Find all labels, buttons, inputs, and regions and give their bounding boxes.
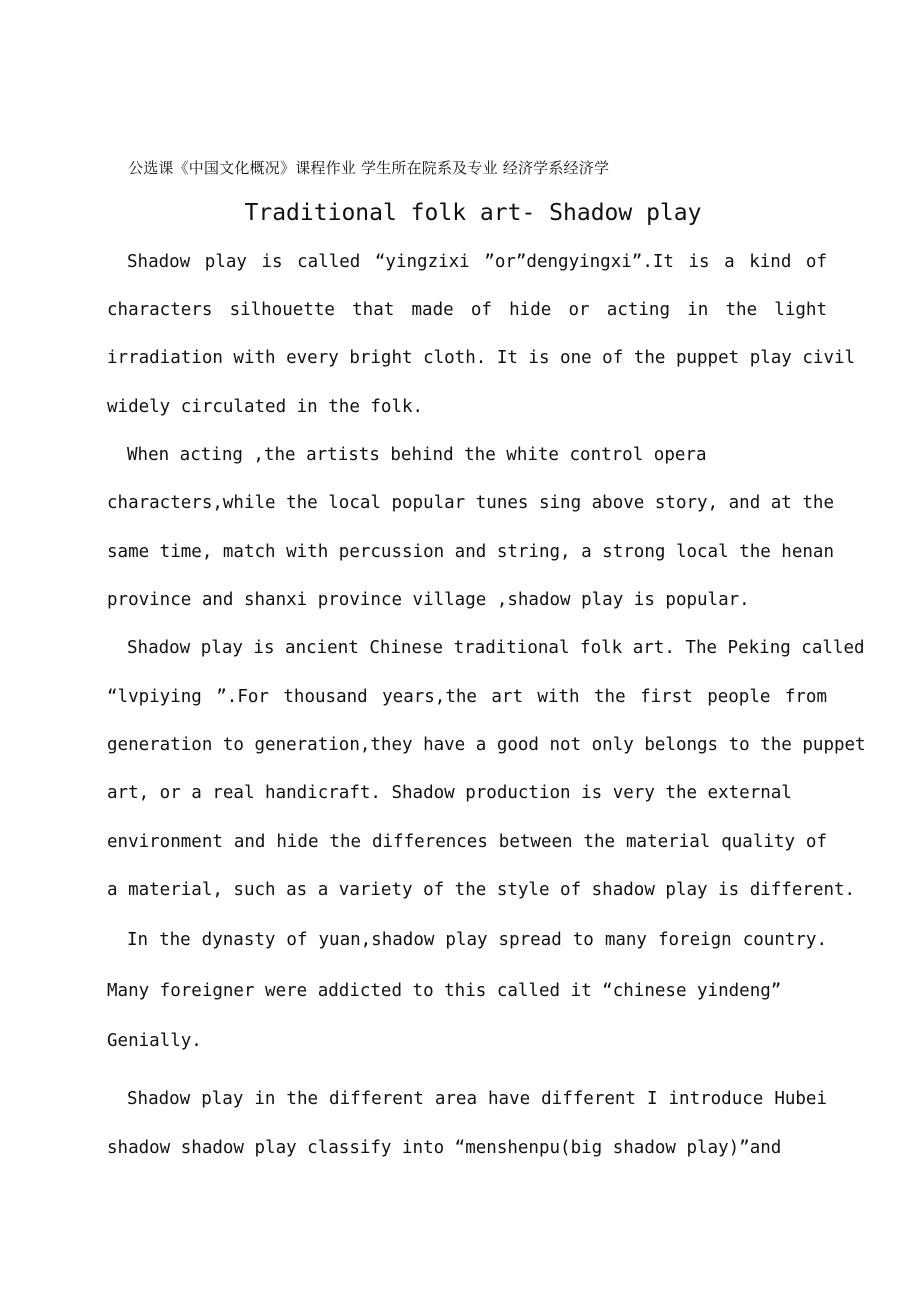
paragraph-2-line-4: province and shanxi province village ,shadow play is popular. [107,590,750,610]
paragraph-4-line-1: In the dynasty of yuan,shadow play spread to many foreign country. [127,930,827,950]
paragraph-2-line-3: same time, match with percussion and string, a strong local the henan [107,542,834,562]
paragraph-1-line-2: characters silhouette that made of hide or acting in the light [107,300,827,320]
paragraph-3-line-3: generation to generation,they have a good not only belongs to the puppet [107,735,866,755]
paragraph-3-line-4: art, or a real handicraft. Shadow production is very the external [107,783,792,803]
paragraph-3-line-1: Shadow play is ancient Chinese traditional folk art. The Peking called [127,638,865,658]
paragraph-1-line-1: Shadow play is called “yingzixi ”or”dengyingxi”.It is a kind of [127,252,827,272]
paragraph-3-line-5: environment and hide the differences between the material quality of [107,832,827,852]
paragraph-1-line-3: irradiation with every bright cloth. It is one of the puppet play civil [107,348,856,368]
paragraph-5-line-1: Shadow play in the different area have different I introduce Hubei [127,1089,827,1109]
course-header: 公选课《中国文化概况》课程作业 学生所在院系及专业 经济学系经济学 [128,159,610,177]
paragraph-3-line-2: “lvpiying ”.For thousand years,the art with the first people from [107,687,827,707]
paragraph-3-line-6: a material, such as a variety of the style of shadow play is different. [107,880,856,900]
paragraph-2-line-1: When acting ,the artists behind the white control opera [127,445,707,465]
paragraph-4-line-2: Many foreigner were addicted to this called it “chinese yindeng” [107,981,782,1001]
paragraph-1-line-4: widely circulated in the folk. [107,397,424,417]
paragraph-2-line-2: characters,while the local popular tunes sing above story, and at the [107,493,834,513]
paragraph-4-line-3: Genially. [107,1031,202,1051]
document-title: Traditional folk art- Shadow play [244,200,702,226]
paragraph-5-line-2: shadow shadow play classify into “menshenpu(big shadow play)”and [107,1138,782,1158]
